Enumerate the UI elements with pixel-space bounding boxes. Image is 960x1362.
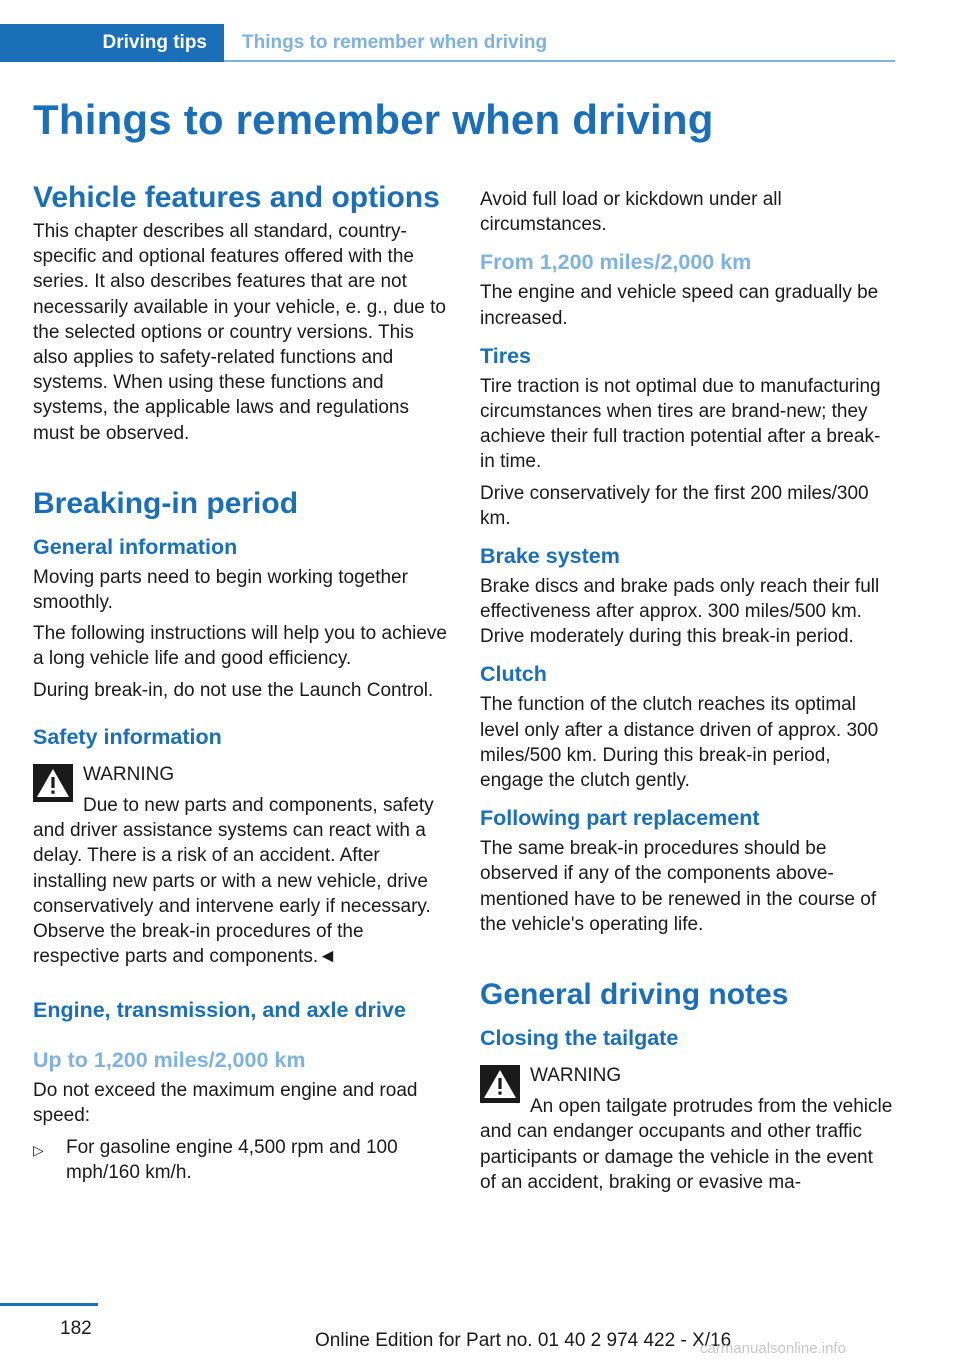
footer-rule [0, 1303, 98, 1306]
heading-vehicle-features: Vehicle features and options [33, 181, 440, 214]
header-rule [224, 60, 895, 62]
heading-engine-transmission: Engine, transmission, and axle drive [33, 998, 406, 1023]
warning-text-safety: Due to new parts and components, safety and driver assistance systems can react with a delay. There is a risk of an accident. After installing new parts or with a new vehicle, drive conservatively and intervene early if necessary. Observe the break-in procedures of the respective parts and components.◄ [33, 794, 434, 968]
heading-following-part-replacement: Following part replacement [480, 806, 760, 831]
left-column [33, 180, 447, 1185]
text-vehicle-features: This chapter describes all standard, country-specific and optional features offered with the series. It also describes features that are not necessarily available in your vehicle, e. g., due to the selected options or country versions. This also applies to safety-related functions and systems. When using these functions and systems, the applicable laws and regulations must be observed. [33, 221, 446, 444]
warning-label: WARNING [530, 1064, 622, 1086]
heading-brake-system: Brake system [480, 543, 620, 568]
heading-from-1200: From 1,200 miles/2,000 km [480, 250, 752, 275]
warning-label: WARNING [83, 763, 175, 785]
heading-general-driving-notes: General driving notes [480, 977, 789, 1011]
text-brake-system: Brake discs and brake pads only reach their full effectiveness after approx. 300 miles/500 km. Drive moderately during this break-in period. [480, 575, 880, 648]
header-subsection: Things to remember when driving [242, 32, 548, 53]
heading-general-information: General information [33, 534, 238, 559]
page-number: 182 [60, 1318, 92, 1339]
edition-text: Online Edition for Part no. 01 40 2 974 422 - X/16 [315, 1330, 732, 1351]
text-clutch: The function of the clutch reaches its optimal level only after a distance driven of approx. 300 miles/500 km. During this break-in period, engage the clutch gently. [480, 694, 879, 791]
text-general-info-1: Moving parts need to begin working together smoothly. [33, 566, 408, 613]
warning-text-tailgate: An open tailgate protrudes from the vehicle and can endanger occupants and other traffic participants or damage the vehicle in the event of an accident, braking or evasive ma- [480, 1096, 893, 1193]
heading-closing-tailgate: Closing the tailgate [480, 1025, 679, 1050]
text-up-to-1200: Do not exceed the maximum engine and road speed: [33, 1080, 418, 1127]
heading-breaking-in: Breaking-in period [33, 486, 299, 520]
warning-triangle-icon [480, 1065, 520, 1103]
watermark: carmanualsonline.info [700, 1340, 846, 1357]
heading-clutch: Clutch [480, 662, 547, 687]
warning-block-tailgate [480, 1063, 894, 1195]
text-general-info-3: During break-in, do not use the Launch Control. [33, 679, 434, 701]
heading-safety-information: Safety information [33, 724, 222, 749]
header-section-tab: Driving tips [0, 24, 224, 62]
warning-block-safety [33, 762, 447, 970]
text-general-info-2: The following instructions will help you to achieve a long vehicle life and good efficiency. [33, 623, 447, 670]
warning-triangle-icon [33, 764, 73, 802]
triangle-right-icon: ▷ [33, 1141, 44, 1158]
text-following-part-replacement: The same break-in procedures should be observed if any of the components above-mentioned have to be renewed in the course of the vehicle's operating life. [480, 838, 877, 935]
page-title: Things to remember when driving [33, 96, 714, 143]
list-item [33, 1135, 447, 1185]
heading-tires: Tires [480, 343, 531, 368]
text-from-1200: The engine and vehicle speed can gradually be increased. [480, 282, 879, 329]
text-avoid-full-load: Avoid full load or kickdown under all circumstances. [480, 189, 782, 236]
text-tires-1: Tire traction is not optimal due to manufacturing circumstances when tires are brand-new; they achieve their full traction potential after a break-in time. [480, 375, 881, 473]
list-item-text: For gasoline engine 4,500 rpm and 100 mph/160 km/h. [66, 1136, 398, 1183]
heading-up-to-1200: Up to 1,200 miles/2,000 km [33, 1048, 306, 1073]
text-tires-2: Drive conservatively for the first 200 miles/300 km. [480, 482, 869, 529]
right-column [480, 180, 894, 1195]
